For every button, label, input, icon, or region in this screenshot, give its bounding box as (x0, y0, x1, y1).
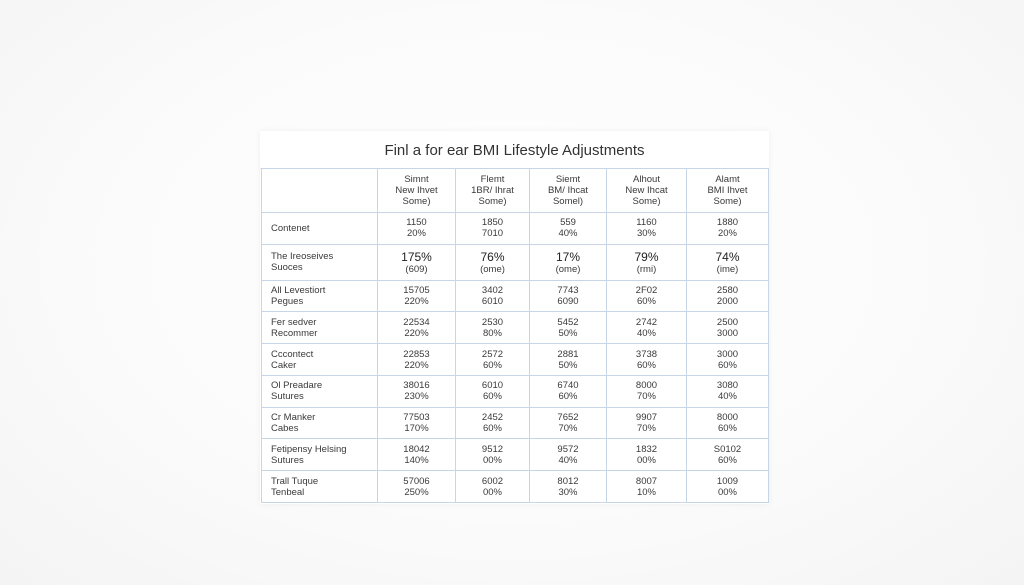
cell-secondary-value: 3000 (716, 327, 739, 339)
cell-secondary-value: 30% (636, 228, 656, 240)
table-cell (530, 312, 607, 344)
row-label-line: Cccontect (271, 348, 314, 360)
cell-secondary-value: 250% (404, 486, 429, 498)
column-header-line: Some) (632, 196, 661, 207)
cell-secondary-value: 60% (636, 296, 656, 308)
row-label-line: Trall Tuque (271, 475, 319, 487)
cell-primary-value: 8012 (557, 475, 579, 487)
table-cell (530, 344, 607, 376)
cell-primary-value: 8000 (635, 380, 658, 392)
table-cell (456, 375, 530, 407)
column-header (687, 169, 769, 213)
table-row (262, 344, 769, 376)
column-header-line: Alhout (633, 174, 660, 185)
table-cell (378, 213, 456, 245)
table-cell (456, 344, 530, 376)
cell-secondary-value: 60% (558, 391, 578, 403)
table-cell (687, 407, 769, 439)
row-label-line: Fetipensy Helsing (271, 443, 347, 455)
cell-primary-value: 3402 (481, 285, 504, 297)
cell-secondary-value: 70% (636, 423, 656, 435)
cell-primary-value: 17% (555, 249, 581, 264)
table-cell (607, 280, 687, 312)
cell-secondary-value: 80% (482, 327, 502, 339)
cell-secondary-value: 00% (482, 454, 502, 466)
cell-primary-value: 7652 (557, 412, 579, 424)
cell-primary-value: 15705 (403, 285, 430, 297)
row-label (262, 344, 378, 376)
table-cell (456, 213, 530, 245)
cell-primary-value: 2F02 (635, 285, 658, 297)
cell-primary-value: 1150 (406, 217, 427, 229)
column-header (456, 169, 530, 213)
cell-secondary-value: (rmi) (636, 263, 657, 275)
table-cell (378, 280, 456, 312)
cell-primary-value: 57006 (403, 475, 430, 487)
row-label (262, 471, 378, 503)
cell-secondary-value: 40% (558, 228, 578, 240)
cell-primary-value: 8000 (716, 412, 739, 424)
table-cell (456, 244, 530, 280)
table-cell (687, 213, 769, 245)
cell-secondary-value: 60% (717, 423, 737, 435)
row-label (262, 312, 378, 344)
table-cell (378, 344, 456, 376)
row-label-line: The Ireoseives (271, 251, 334, 263)
cell-primary-value: 1009 (716, 475, 739, 487)
cell-secondary-value: 50% (558, 359, 578, 371)
column-header-line: 1BR/ Ihrat (471, 185, 514, 196)
column-header-line: Simnt (404, 174, 429, 185)
column-header-line: Siemt (555, 174, 581, 185)
cell-primary-value: 22534 (403, 316, 430, 328)
cell-primary-value: 2881 (557, 348, 579, 360)
row-label-line: Cabes (271, 423, 299, 435)
column-header-line: Alamt (715, 174, 740, 185)
table-cell (530, 244, 607, 280)
row-label (262, 375, 378, 407)
column-header (607, 169, 687, 213)
cell-secondary-value: 220% (404, 359, 429, 371)
cell-secondary-value: 220% (404, 327, 429, 339)
cell-secondary-value: (609) (405, 263, 428, 275)
table-cell (456, 312, 530, 344)
table-cell (378, 244, 456, 280)
row-label-line: Ol Preadare (271, 380, 323, 392)
row-label-line: Pegues (271, 296, 304, 308)
cell-secondary-value: 7010 (481, 228, 504, 240)
cell-primary-value: 2580 (716, 285, 739, 297)
cell-primary-value: 1880 (716, 217, 739, 229)
cell-primary-value: 1850 (481, 217, 504, 229)
table-row (262, 439, 769, 471)
column-header-line: BM/ Ihcat (547, 185, 589, 196)
column-header-line: New Ihcat (625, 185, 668, 196)
cell-primary-value: 8007 (635, 475, 658, 487)
cell-primary-value: 6010 (481, 380, 504, 392)
table-cell (687, 471, 769, 503)
row-label-line: Cr Manker (271, 412, 316, 424)
cell-secondary-value: 2000 (716, 296, 739, 308)
row-label-line: All Levestiort (271, 285, 326, 297)
table-cell (687, 344, 769, 376)
cell-secondary-value: 170% (404, 423, 429, 435)
table-cell (687, 280, 769, 312)
cell-secondary-value: 60% (717, 359, 737, 371)
cell-secondary-value: 20% (406, 228, 426, 240)
cell-primary-value: 18042 (403, 443, 430, 455)
cell-primary-value: 6740 (557, 380, 579, 392)
cell-primary-value: 38016 (403, 380, 430, 392)
cell-secondary-value: 60% (482, 391, 502, 403)
cell-primary-value: 7743 (557, 285, 579, 297)
column-header-line: New Ihvet (395, 185, 438, 196)
table-cell (378, 471, 456, 503)
cell-primary-value: 76% (480, 249, 505, 264)
table-cell (530, 280, 607, 312)
cell-primary-value: 3080 (716, 380, 739, 392)
table-title: Finl a for ear BMI Lifestyle Adjustments (260, 131, 769, 169)
row-label-line: Tenbeal (271, 486, 305, 498)
table-row (262, 375, 769, 407)
cell-secondary-value: 20% (717, 228, 737, 240)
row-label (262, 213, 378, 245)
table-cell (456, 407, 530, 439)
cell-primary-value: 77503 (403, 412, 430, 424)
table-row (262, 312, 769, 344)
column-header-line: Some) (713, 196, 742, 207)
row-label (262, 280, 378, 312)
table-cell (687, 375, 769, 407)
row-label-line: Sutures (271, 391, 304, 403)
table-cell (530, 375, 607, 407)
cell-primary-value: 3738 (635, 348, 658, 360)
table-cell (530, 213, 607, 245)
table-row (262, 244, 769, 280)
table-cell (607, 344, 687, 376)
header-corner (262, 169, 378, 213)
row-label-line: Suoces (271, 262, 303, 274)
cell-primary-value: 22853 (403, 348, 430, 360)
column-header (378, 169, 456, 213)
cell-secondary-value: 6010 (481, 296, 504, 308)
cell-primary-value: 1832 (635, 443, 658, 455)
cell-secondary-value: (ome) (480, 263, 505, 275)
table-cell (687, 244, 769, 280)
cell-secondary-value: 60% (717, 454, 737, 466)
cell-secondary-value: 00% (717, 486, 737, 498)
cell-secondary-value: (ime) (716, 263, 739, 275)
cell-primary-value: S0102 (713, 443, 742, 455)
table-cell (456, 471, 530, 503)
cell-primary-value: 559 (560, 217, 576, 229)
table-cell (530, 407, 607, 439)
column-header-line: Flemt (480, 174, 505, 185)
cell-secondary-value: 140% (404, 454, 429, 466)
table-card (260, 131, 769, 504)
cell-secondary-value: 60% (636, 359, 656, 371)
cell-primary-value: 74% (715, 249, 740, 264)
row-label-line: Fer sedver (271, 316, 317, 328)
column-header-line: Some) (402, 196, 431, 207)
cell-secondary-value: 00% (482, 486, 502, 498)
row-label-line: Caker (271, 359, 297, 371)
header-row (262, 169, 769, 213)
table-cell (607, 375, 687, 407)
table-cell (378, 439, 456, 471)
row-label-line: Recommer (271, 327, 318, 339)
cell-secondary-value: 40% (717, 391, 737, 403)
cell-primary-value: 2530 (481, 316, 504, 328)
table-cell (607, 244, 687, 280)
cell-secondary-value: 6090 (557, 296, 579, 308)
cell-secondary-value: 70% (636, 391, 656, 403)
cell-secondary-value: 50% (558, 327, 578, 339)
cell-secondary-value: 30% (558, 486, 578, 498)
table-cell (607, 312, 687, 344)
cell-primary-value: 2500 (716, 316, 739, 328)
cell-primary-value: 9907 (635, 412, 658, 424)
table-row (262, 471, 769, 503)
cell-secondary-value: 00% (636, 454, 656, 466)
table-cell (378, 375, 456, 407)
cell-primary-value: 9572 (557, 443, 579, 455)
cell-secondary-value: 230% (404, 391, 429, 403)
table-row (262, 213, 769, 245)
table-body (262, 213, 769, 503)
table-cell (607, 439, 687, 471)
row-label-line: Contenet (271, 222, 310, 234)
cell-primary-value: 175% (401, 249, 432, 264)
cell-primary-value: 2742 (635, 316, 658, 328)
bmi-table (261, 168, 769, 503)
cell-primary-value: 2572 (481, 348, 504, 360)
table-cell (456, 280, 530, 312)
column-header-line: BMI Ihvet (707, 185, 748, 196)
cell-primary-value: 1160 (636, 217, 657, 229)
table-cell (378, 312, 456, 344)
cell-secondary-value: (ome) (555, 263, 581, 275)
row-label (262, 407, 378, 439)
cell-primary-value: 2452 (481, 412, 504, 424)
cell-secondary-value: 10% (636, 486, 656, 498)
table-cell (456, 439, 530, 471)
table-cell (530, 471, 607, 503)
cell-secondary-value: 220% (404, 296, 429, 308)
cell-secondary-value: 40% (558, 454, 578, 466)
table-cell (687, 312, 769, 344)
cell-primary-value: 6002 (481, 475, 504, 487)
table-row (262, 280, 769, 312)
table-cell (607, 213, 687, 245)
column-header-line: Somel) (552, 196, 584, 207)
cell-primary-value: 3000 (716, 348, 739, 360)
table-cell (530, 439, 607, 471)
cell-secondary-value: 70% (558, 423, 578, 435)
cell-primary-value: 5452 (557, 316, 579, 328)
column-header (530, 169, 607, 213)
cell-primary-value: 9512 (481, 443, 504, 455)
cell-primary-value: 79% (634, 249, 659, 264)
table-cell (378, 407, 456, 439)
row-label (262, 439, 378, 471)
cell-secondary-value: 40% (636, 327, 656, 339)
row-label-line: Sutures (271, 454, 304, 466)
cell-secondary-value: 60% (482, 359, 502, 371)
row-label (262, 244, 378, 280)
cell-secondary-value: 60% (482, 423, 502, 435)
table-row (262, 407, 769, 439)
table-cell (607, 471, 687, 503)
column-header-line: Some) (478, 196, 507, 207)
table-cell (607, 407, 687, 439)
table-cell (687, 439, 769, 471)
